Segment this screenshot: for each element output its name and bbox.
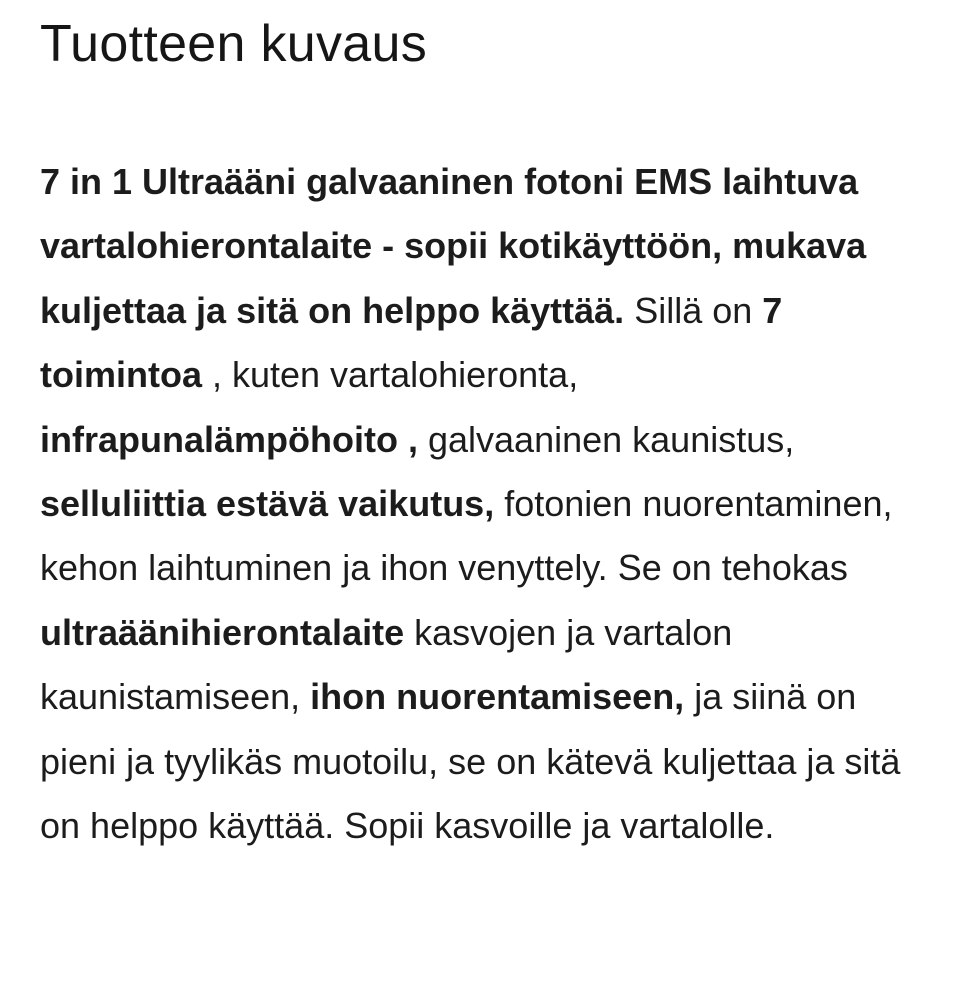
description-segment-bold: 7 toimintoa xyxy=(40,289,783,396)
product-description-section xyxy=(40,0,920,858)
description-segment-bold: selluliittia estävä vaikutus, xyxy=(40,483,495,525)
description-segment: fotonien nuorentaminen, kehon laihtuminen ja ihon venyttely. Se on tehokas xyxy=(40,483,893,589)
description-segment: galvaaninen kaunistus, xyxy=(417,418,795,460)
description-segment: Sillä on xyxy=(624,289,763,331)
description-segment-bold: ultraäänihierontalaite xyxy=(40,611,405,653)
description-segment-bold: 7 in 1 Ultraääni galvaaninen fotoni EMS laihtuva vartalohierontalaite - sopii kotikäyttöön, mukava kuljettaa ja sitä on helppo käyttää. xyxy=(40,161,867,331)
section-heading: Tuotteen kuvaus xyxy=(40,15,428,73)
description-segment: , kuten vartalohieronta, xyxy=(201,354,579,396)
product-description xyxy=(40,150,920,858)
description-segment: kasvojen ja vartalon kaunistamiseen, xyxy=(40,611,733,718)
description-segment-bold: ihon nuorentamiseen, xyxy=(310,676,685,718)
description-segment: ja siinä on pieni ja tyylikäs muotoilu, se on kätevä kuljettaa ja sitä on helppo käyttää. Sopii kasvoille ja vartalolle. xyxy=(40,676,901,847)
description-segment-bold: infrapunalämpöhoito , xyxy=(40,418,418,460)
